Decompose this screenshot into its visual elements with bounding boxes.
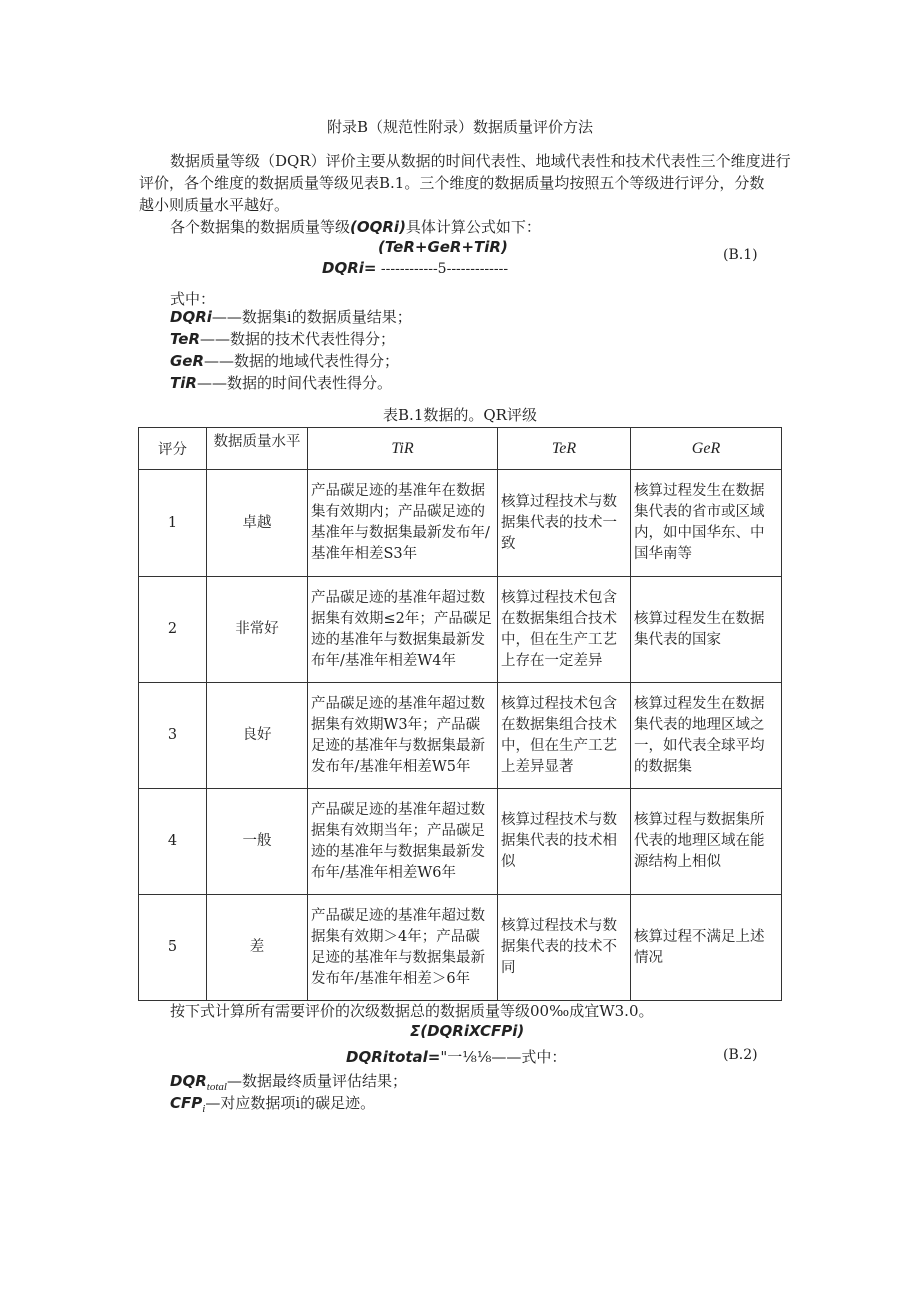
header-ger: GeR	[631, 428, 782, 470]
intro-line-4-post: 具体计算公式如下：	[405, 218, 541, 236]
header-score: 评分	[139, 428, 207, 470]
formula-b1-lhs: DQRi=	[322, 259, 377, 277]
cell-level: 差	[207, 895, 308, 1001]
formula-b1-number: (B.1)	[723, 247, 758, 263]
cell-score: 4	[139, 789, 207, 895]
cell-score: 3	[139, 683, 207, 789]
cell-ger: 核算过程发生在数据集代表的地理区域之一，如代表全球平均的数据集	[631, 683, 782, 789]
where-desc: ——数据的技术代表性得分；	[200, 330, 396, 348]
where-item-dqri	[170, 306, 412, 328]
cell-level: 非常好	[207, 577, 308, 683]
cell-ter: 核算过程技术与数据集代表的技术相似	[498, 789, 631, 895]
header-tir: TiR	[308, 428, 498, 470]
cell-tir: 产品碳足迹的基准年超过数据集有效期W3年；产品碳足迹的基准年与数据集最新发布年/基准年相差W5年	[308, 683, 498, 789]
table-row	[139, 683, 782, 789]
oqri-symbol: (OQRi)	[350, 218, 406, 236]
cell-ter: 核算过程技术包含在数据集组合技术中，但在生产工艺上差异显著	[498, 683, 631, 789]
cell-ter: 核算过程技术与数据集代表的技术一致	[498, 470, 631, 577]
where-desc: ——数据集i的数据质量结果；	[211, 308, 412, 326]
formula-b1-numerator: (TeR+GeR+TiR)	[378, 238, 508, 256]
header-quality-level: 数据质量水平	[207, 428, 308, 470]
header-ter: TeR	[498, 428, 631, 470]
intro-line-2: 评价，各个维度的数据质量等级见表B.1。三个维度的数据质量均按照五个等级进行评分，分数	[139, 174, 765, 192]
where-desc: ——数据的地域代表性得分；	[204, 352, 400, 370]
cell-tir: 产品碳足迹的基准年超过数据集有效期当年；产品碳足迹的基准年与数据集最新发布年/基准年相差W6年	[308, 789, 498, 895]
formula-b2-rhs: "一⅛⅛——式中：	[440, 1048, 567, 1066]
where-item-ger	[170, 350, 399, 372]
cell-level: 卓越	[207, 470, 308, 577]
cell-ger: 核算过程发生在数据集代表的省市或区域内，如中国华东、中国华南等	[631, 470, 782, 577]
where-symbol: TeR	[170, 330, 201, 348]
intro-line-3: 越小则质量水平越好。	[139, 196, 290, 214]
where2-subscript: i	[202, 1103, 206, 1115]
cell-ter: 核算过程技术包含在数据集组合技术中，但在生产工艺上存在一定差异	[498, 577, 631, 683]
dqr-rating-table	[138, 427, 782, 1001]
intro-line-4	[170, 216, 541, 238]
cell-ger: 核算过程与数据集所代表的地理区域在能源结构上相似	[631, 789, 782, 895]
cell-tir: 产品碳足迹的基准年在数据集有效期内；产品碳足迹的基准年与数据集最新发布年/基准年相差S3年	[308, 470, 498, 577]
total-dqr-sentence: 按下式计算所有需要评价的次级数据总的数据质量等级00‰成宜W3.0。	[170, 1002, 654, 1020]
table-row	[139, 789, 782, 895]
where-symbol: DQRi	[170, 308, 212, 326]
cell-ger: 核算过程不满足上述情况	[631, 895, 782, 1001]
where-desc: ——数据的时间代表性得分。	[196, 374, 392, 392]
cell-ter: 核算过程技术与数据集代表的技术不同	[498, 895, 631, 1001]
formula-b2-lhs: DQRitotal=	[346, 1048, 441, 1066]
where2-desc: —数据最终质量评估结果；	[226, 1072, 407, 1090]
where-label: 式中：	[170, 290, 216, 308]
formula-b2-numerator: Σ(DQRiXCFPi)	[410, 1022, 525, 1040]
cell-ger: 核算过程发生在数据集代表的国家	[631, 577, 782, 683]
formula-b1-rhs: ------------5-------------	[376, 261, 509, 277]
cell-level: 良好	[207, 683, 308, 789]
formula-b1-body	[322, 257, 508, 280]
where2-desc: —对应数据项i的碳足迹。	[205, 1094, 376, 1112]
where2-item-cfp	[170, 1092, 375, 1120]
where2-subscript: total	[206, 1081, 227, 1093]
table-header-row	[139, 428, 782, 470]
where2-symbol: DQR	[170, 1072, 207, 1090]
intro-line-1: 数据质量等级（DQR）评价主要从数据的时间代表性、地域代表性和技术代表性三个维度进行	[170, 152, 791, 170]
table-row	[139, 895, 782, 1001]
cell-level: 一般	[207, 789, 308, 895]
formula-b2-number: (B.2)	[723, 1047, 758, 1063]
table-row	[139, 577, 782, 683]
appendix-title: 附录B（规范性附录）数据质量评价方法	[326, 118, 594, 136]
where2-symbol: CFP	[170, 1094, 203, 1112]
cell-score: 2	[139, 577, 207, 683]
table-caption: 表B.1数据的。QR评级	[383, 406, 537, 424]
formula-b2-body	[346, 1046, 566, 1068]
cell-score: 1	[139, 470, 207, 577]
where-item-tir	[170, 372, 392, 394]
where-item-ter	[170, 328, 395, 350]
intro-line-4-pre: 各个数据集的数据质量等级	[170, 218, 351, 236]
table-row	[139, 470, 782, 577]
cell-score: 5	[139, 895, 207, 1001]
where-symbol: TiR	[170, 374, 197, 392]
cell-tir: 产品碳足迹的基准年超过数据集有效期≤2年；产品碳足迹的基准年与数据集最新发布年/基准年相差W4年	[308, 577, 498, 683]
cell-tir: 产品碳足迹的基准年超过数据集有效期＞4年；产品碳足迹的基准年与数据集最新发布年/基准年相差＞6年	[308, 895, 498, 1001]
where-symbol: GeR	[170, 352, 205, 370]
